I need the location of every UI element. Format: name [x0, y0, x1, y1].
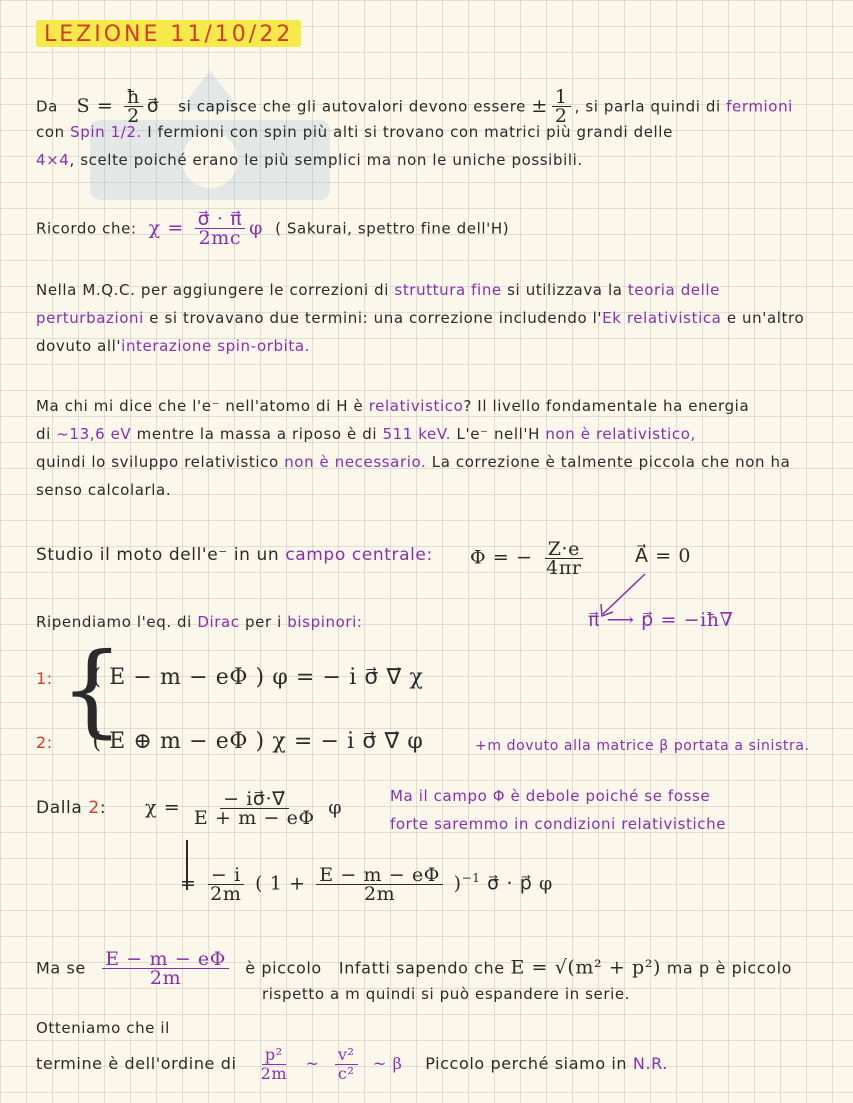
- p7-line1: Ma se $\frac{E - m - e\Phi}{2m}$ è piccolo Infatti sapendo che E = √(m² + p²) ma p è piccolo: [36, 948, 793, 989]
- p5-line2: Ripendiamo l'eq. di Dirac per i bispinori:: [36, 613, 363, 631]
- p1-line3: 4×4, scelte poiché erano le più semplici ma non le uniche possibili.: [36, 151, 583, 169]
- p4-line1: Ma chi mi dice che l'e⁻ nell'atomo di H è relativistico? Il livello fondamentale ha energia: [36, 397, 750, 415]
- p8-line2: termine è dell'ordine di $\frac{\text{p²}}{2m}$ ~ $\frac{\text{v²}}{\text{c²}}$ ~ β Piccolo perché siamo in N.R.: [36, 1045, 668, 1083]
- chi-expression: χ = $\frac{- i\sigma⃗\cdot\nabla⃗}{E + m - e\Phi}$ φ: [145, 788, 343, 829]
- p2-line: Ricordo che: χ = $\frac{\sigma⃗ \cdot \pi⃗}{2mc}$ φ ( Sakurai, spettro fine dell'H): [36, 208, 510, 249]
- p5-line1: Studio il moto dell'e⁻ in un campo centrale:: [36, 545, 433, 565]
- lesson-title: LEZIONE 11/10/22: [36, 20, 301, 47]
- p1-line2: con Spin 1/2. I fermioni con spin più alti si trovano con matrici più grandi delle: [36, 123, 673, 141]
- equation-1: 1: ( E − m − eΦ ) φ = − i σ⃗ ∇⃗ χ: [36, 665, 424, 690]
- equation-2: 2: ( E ⊕ m − eΦ ) χ = − i σ⃗ ∇⃗ φ: [36, 729, 424, 754]
- chi-expansion: = $\frac{- i}{2m}$ ( 1 + $\frac{E - m - e\Phi}{2m}$ )$^{-1}$ σ⃗ · p⃗ φ: [180, 864, 553, 905]
- potential-formula: Φ = − $\frac{Z\cdot e}{4\pi r}$: [470, 538, 582, 579]
- weak-field-note-2: forte saremmo in condizioni relativistiche: [390, 815, 727, 833]
- p4-line2: di ~13,6 eV mentre la massa a riposo è di 511 keV. L'e⁻ nell'H non è relativistico,: [36, 425, 696, 443]
- p1-line1: Da S = $\frac{ħ}{2}$ σ⃗ si capisce che gli autovalori devono essere ± $\frac{1}{2}$ , si parla quindi di fermioni: [36, 86, 793, 127]
- p8-line1: Otteniamo che il: [36, 1019, 170, 1037]
- weak-field-note-1: Ma il campo Φ è debole poiché se fosse: [390, 787, 711, 805]
- equation-brace: {: [60, 631, 124, 748]
- p4-line4: senso calcolarla.: [36, 481, 172, 499]
- p7-line2: rispetto a m quindi si può espandere in serie.: [262, 985, 631, 1003]
- p3-line3: dovuto all'interazione spin-orbita.: [36, 337, 311, 355]
- vector-potential: A⃗ = 0: [635, 545, 692, 567]
- p6-label: Dalla 2:: [36, 798, 107, 818]
- momentum-substitution: π⃗ ⟶ p⃗ = −iħ∇: [588, 609, 734, 631]
- p3-line1: Nella M.Q.C. per aggiungere le correzioni di struttura fine si utilizzava la teoria delle: [36, 281, 721, 299]
- p3-line2: perturbazioni e si trovavano due termini: una correzione includendo l'Ek relativistica e un'altro: [36, 309, 805, 327]
- p4-line3: quindi lo sviluppo relativistico non è necessario. La correzione è talmente piccola che non ha: [36, 453, 791, 471]
- plus-m-note: +m dovuto alla matrice β portata a sinistra.: [475, 738, 810, 754]
